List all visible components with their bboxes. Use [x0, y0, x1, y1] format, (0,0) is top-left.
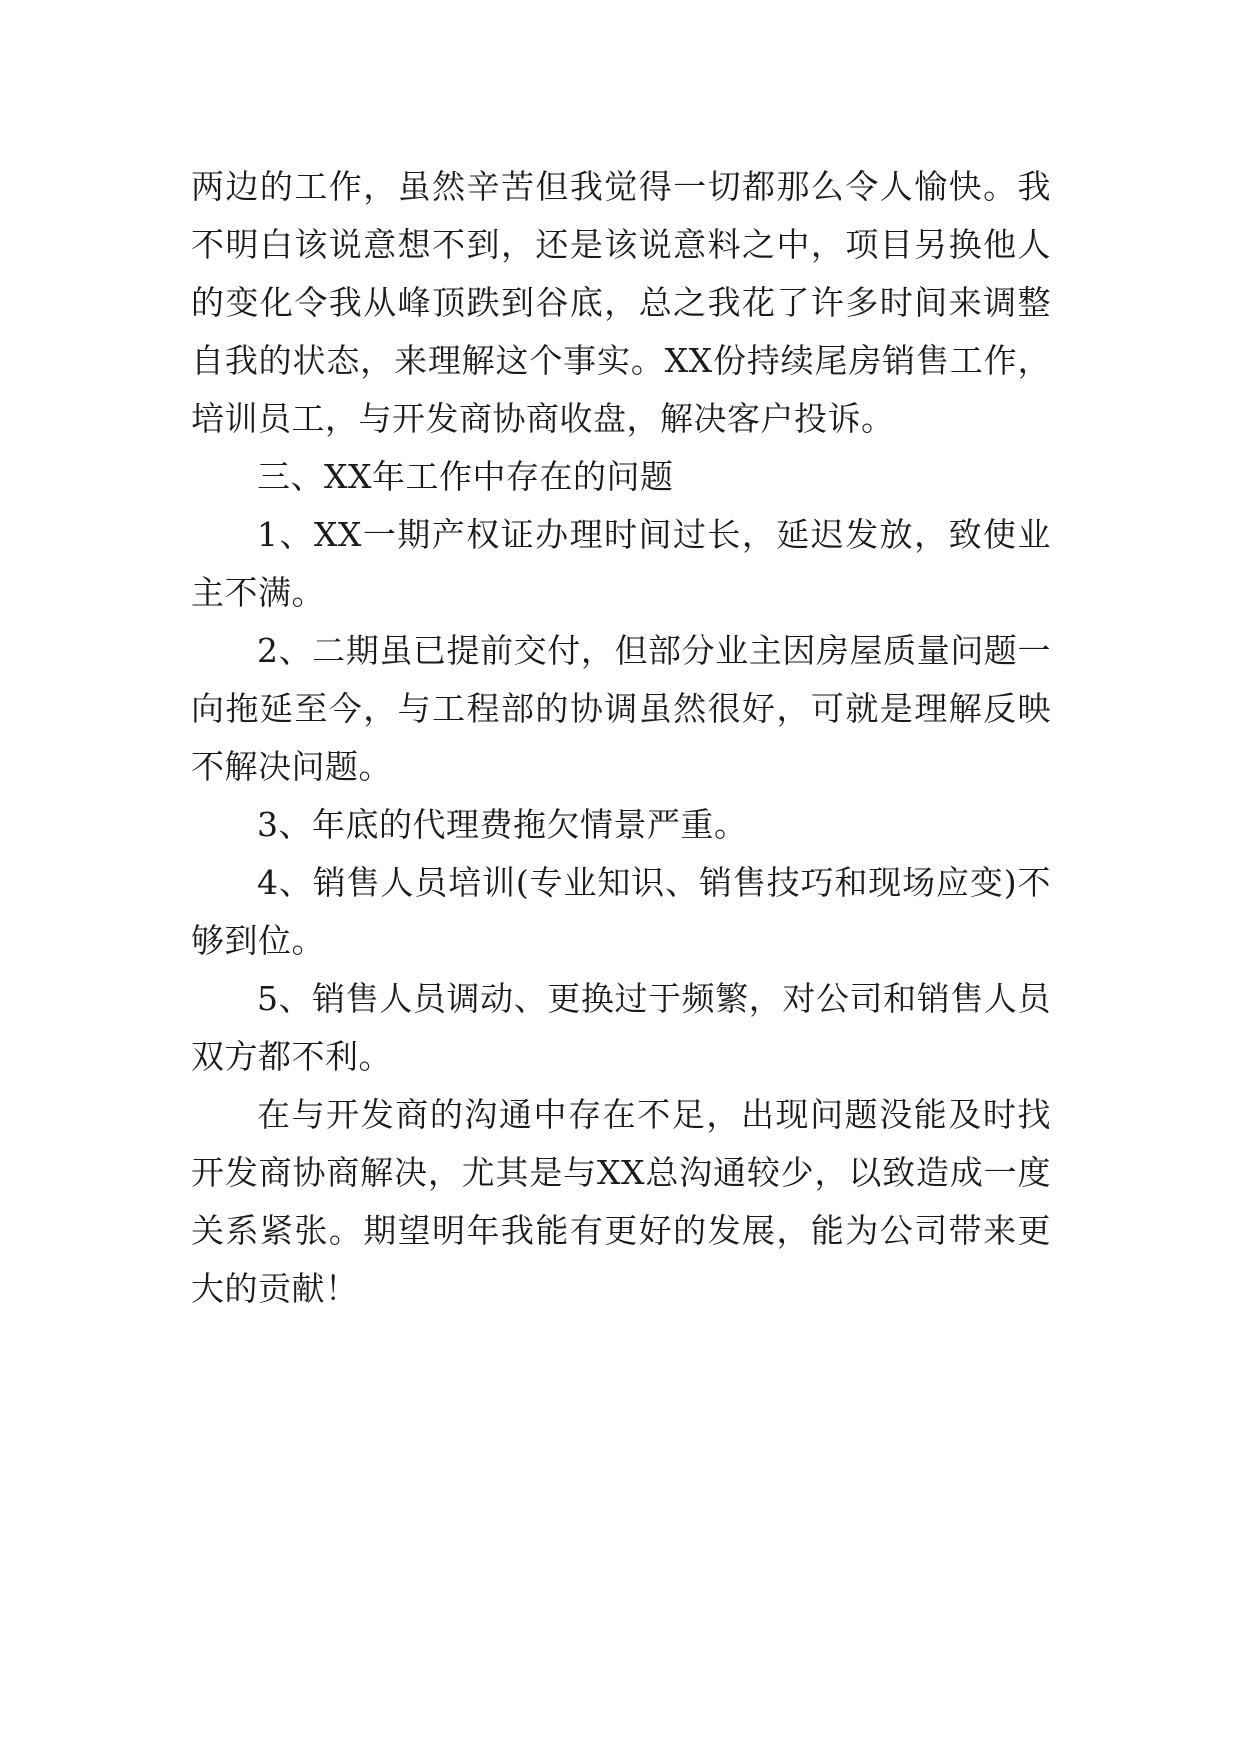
section-heading-problems: 三、XX年工作中存在的问题: [257, 457, 674, 496]
problem-item-5: 5、销售人员调动、更换过于频繁，对公司和销售人员双方都不利。: [191, 979, 1051, 1076]
body-paragraph-continued: 两边的工作，虽然辛苦但我觉得一切都那么令人愉快。我不明白该说意想不到，还是该说意料之中，项目另换他人的变化令我从峰顶跌到谷底，总之我花了许多时间来调整自我的状态，来理解这个事实。XX份持续尾房销售工作，培训员工，与开发商协商收盘，解决客户投诉。: [191, 167, 1051, 438]
problem-item-1: 1、XX一期产权证办理时间过长，延迟发放，致使业主不满。: [191, 515, 1051, 612]
problem-item-2: 2、二期虽已提前交付，但部分业主因房屋质量问题一向拖延至今，与工程部的协调虽然很好，可就是理解反映不解决问题。: [191, 631, 1051, 786]
problem-item-4: 4、销售人员培训(专业知识、销售技巧和现场应变)不够到位。: [191, 863, 1051, 960]
closing-paragraph: 在与开发商的沟通中存在不足，出现问题没能及时找开发商协商解决，尤其是与XX总沟通较少，以致造成一度关系紧张。期望明年我能有更好的发展，能为公司带来更大的贡献！: [191, 1095, 1051, 1308]
problem-item-3: 3、年底的代理费拖欠情景严重。: [257, 805, 748, 844]
document-body: [191, 158, 1051, 1318]
